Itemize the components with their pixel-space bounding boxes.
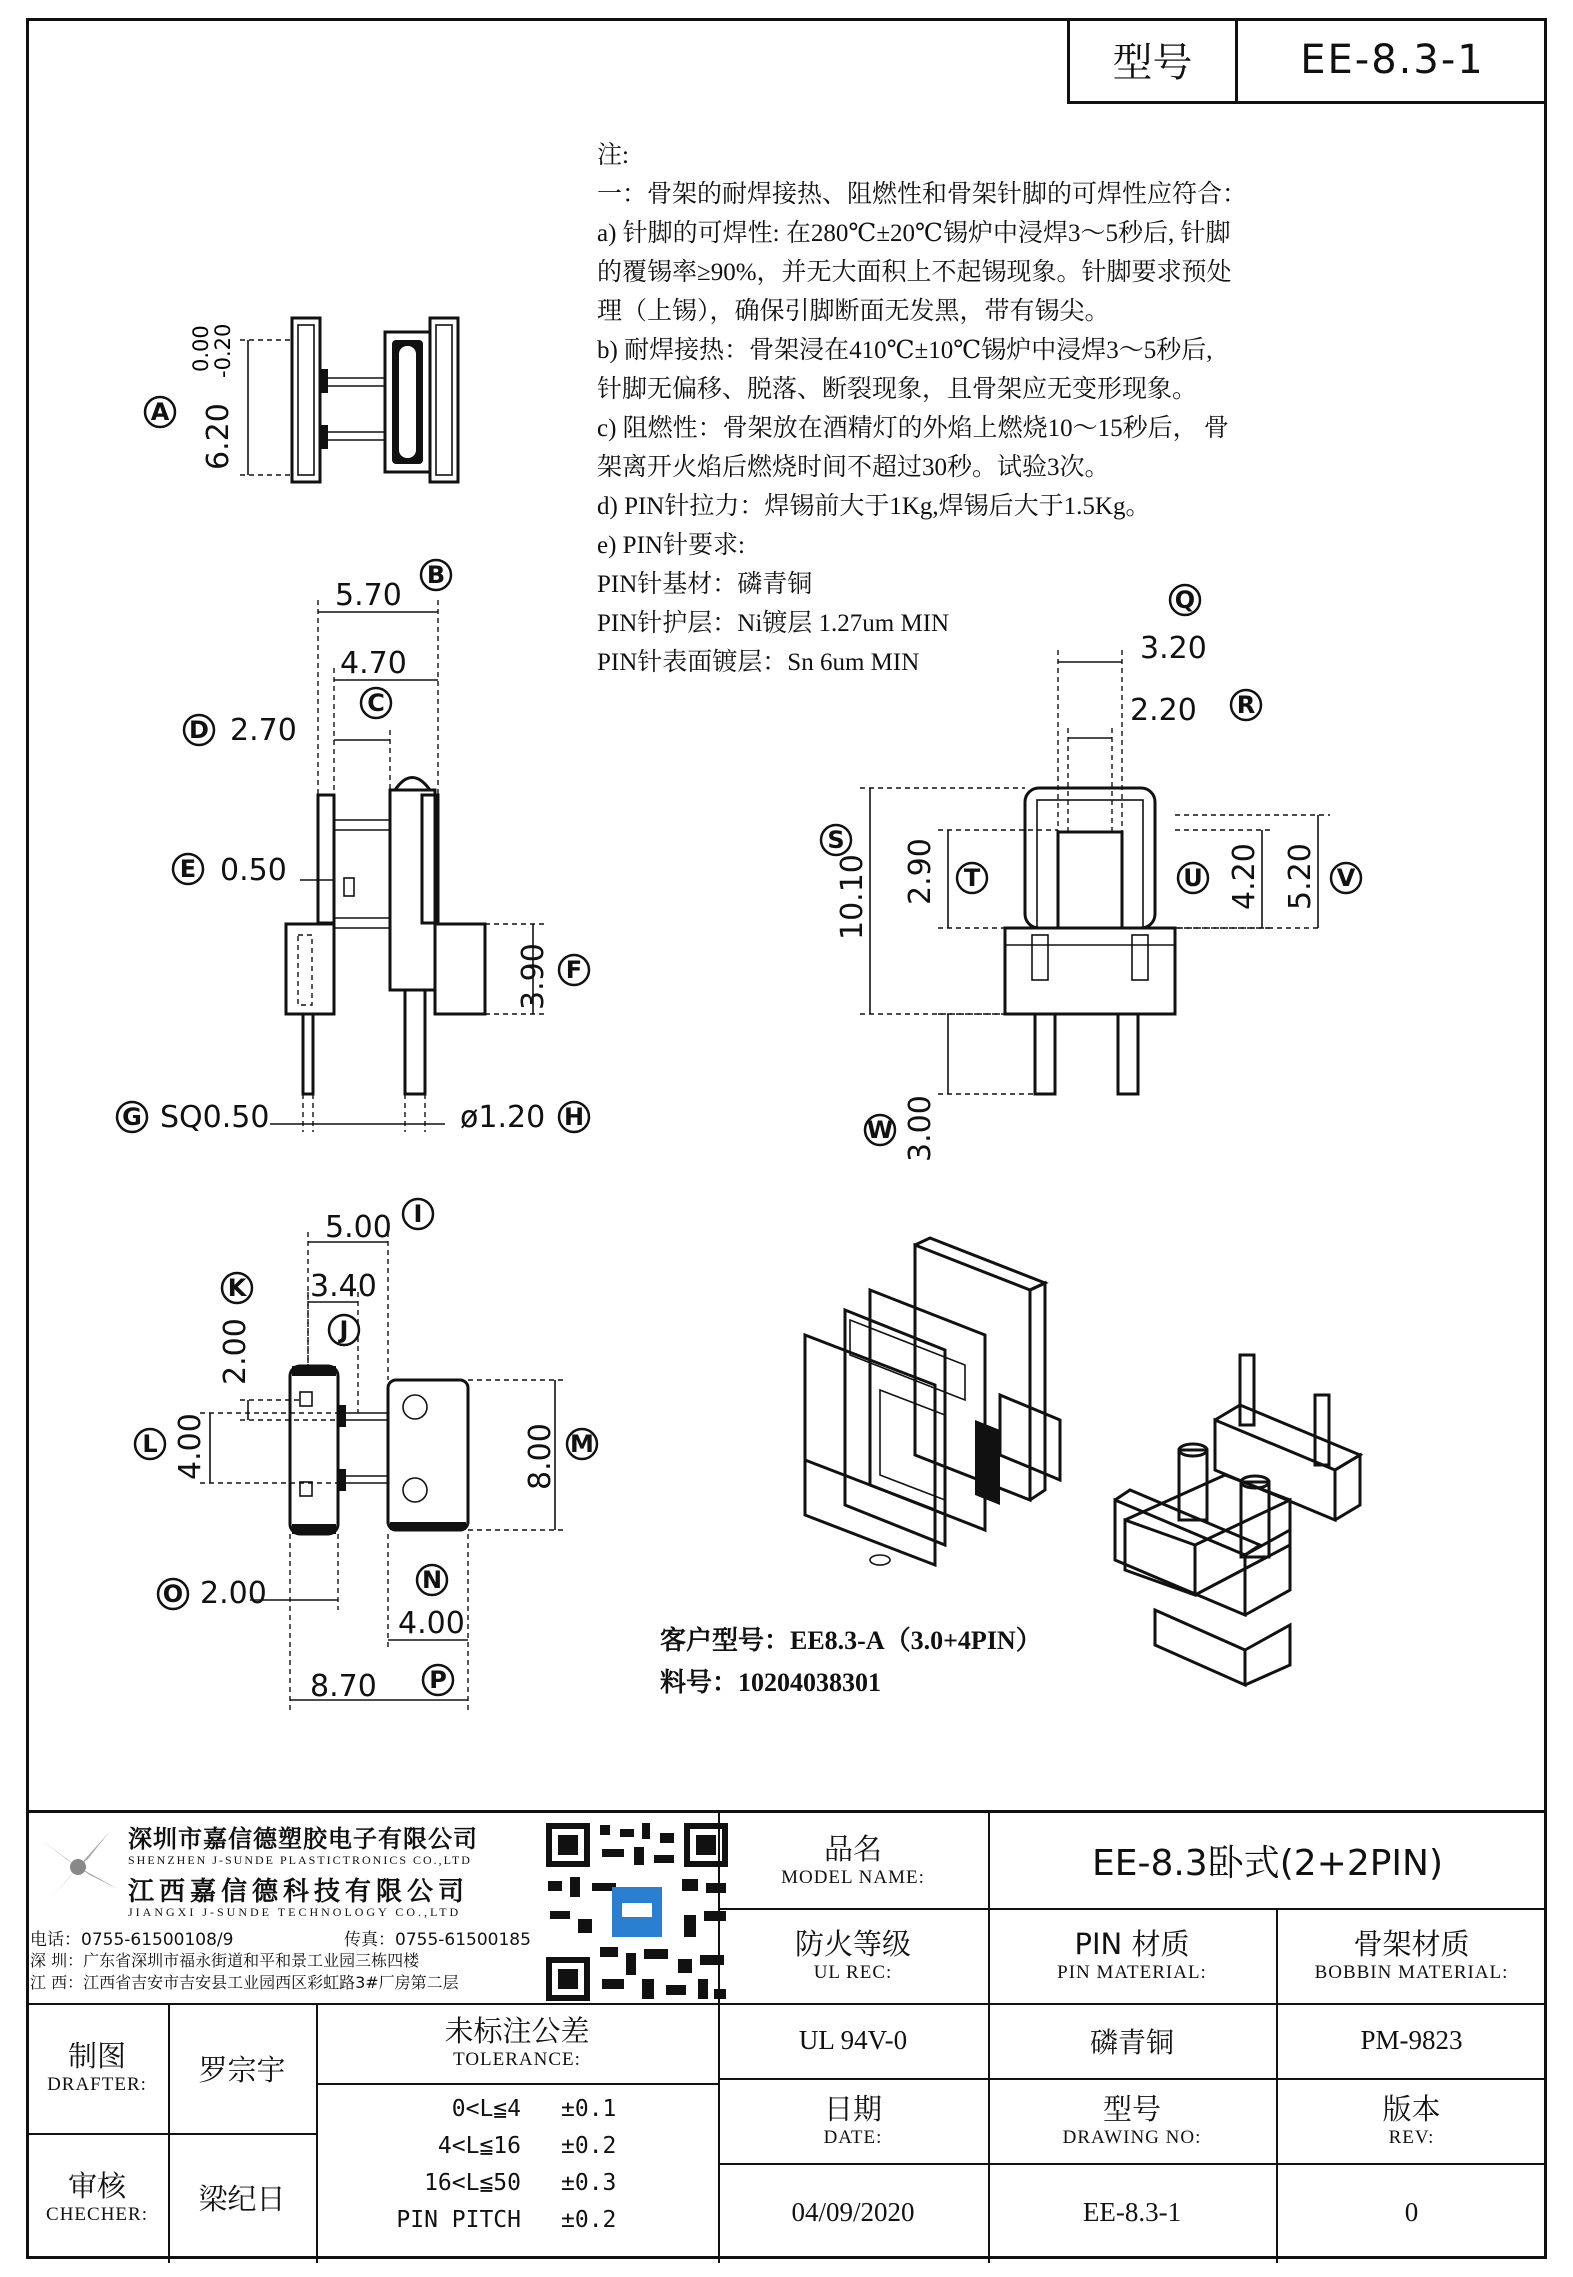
label-b: B: [426, 561, 446, 589]
model-name-header: [718, 1813, 988, 1908]
dim-h-value: ø1.20: [460, 1100, 546, 1135]
note-line: 的覆锡率≥90%，并无大面积上不起锡现象。针脚要求预处: [597, 259, 1232, 286]
label-s: S: [827, 826, 845, 854]
label-h: H: [563, 1103, 585, 1131]
dim-q-value: 3.20: [1140, 631, 1207, 666]
checker-en: CHECHER:: [46, 2203, 148, 2225]
dim-e-value: 0.50: [220, 853, 287, 888]
company-tel: 电话：0755-61500108/9: [30, 1930, 234, 1950]
note-line: PIN针表面镀层：Sn 6um MIN: [597, 649, 920, 676]
rev-value: 0: [1404, 2197, 1419, 2227]
date-header: [718, 2078, 988, 2163]
drawing-no-value: EE-8.3-1: [1082, 2197, 1182, 2227]
company-fax: 传真：0755-61500185: [344, 1930, 531, 1950]
pin-material-cn: PIN 材质: [1074, 1926, 1190, 1961]
dim-u-value: 4.20: [1227, 843, 1262, 910]
label-w: W: [866, 1116, 894, 1144]
qr-code: [542, 1819, 732, 2005]
checker-cn: 审核: [67, 2168, 126, 2203]
dim-f-value: 3.90: [516, 943, 551, 1010]
label-r: R: [1236, 691, 1256, 719]
note-line: b) 耐焊接热：骨架浸在410℃±10℃锡炉中浸焊3～5秒后,: [597, 337, 1213, 364]
drafter-header: [26, 2003, 168, 2133]
note-line: c) 阻燃性：骨架放在酒精灯的外焰上燃烧10～15秒后， 骨: [597, 415, 1229, 442]
view-side: [270, 600, 545, 1132]
tolerance-row: [316, 2165, 718, 2202]
drafter-cn: 制图: [67, 2039, 126, 2073]
tolerance-value: ±0.2: [561, 2207, 617, 2233]
dim-j-value: 3.40: [310, 1269, 377, 1304]
company-name-cn-1: 深圳市嘉信德塑胶电子有限公司: [128, 1825, 478, 1853]
dim-l-value: 4.00: [173, 1413, 208, 1480]
dim-w-value: 3.00: [903, 1095, 938, 1162]
dim-k-value: 2.00: [218, 1318, 253, 1385]
drawing-no-header: [988, 2078, 1276, 2163]
tolerance-range: 4<L≦16: [437, 2133, 521, 2159]
tolerance-cn: 未标注公差: [444, 2014, 590, 2048]
label-g: G: [122, 1103, 142, 1131]
label-q: Q: [1174, 586, 1196, 614]
dim-o-value: 2.00: [200, 1576, 267, 1611]
company-address-jx: 江 西：江西省吉安市吉安县工业园西区彩虹路3#厂房第二层: [30, 1973, 459, 1992]
bobbin-material-en: BOBBIN MATERIAL:: [1314, 1961, 1509, 1983]
note-line: 理（上锡），确保引脚断面无发黑，带有锡尖。: [597, 298, 1110, 325]
dim-v-value: 5.20: [1283, 843, 1318, 910]
dim-r-value: 2.20: [1130, 693, 1197, 728]
note-line: a) 针脚的可焊性: 在280℃±20℃锡炉中浸焊3～5秒后, 针脚: [597, 220, 1231, 247]
drawing-no-cn: 型号: [1102, 2091, 1161, 2126]
label-a: A: [150, 398, 170, 426]
label-k: K: [227, 1274, 247, 1302]
note-line: d) PIN针拉力：焊锡前大于1Kg,焊锡后大于1.5Kg。: [597, 493, 1151, 520]
tolerance-row: [316, 2128, 718, 2165]
tolerance-range: 16<L≦50: [424, 2170, 521, 2196]
view-top-small: [240, 318, 458, 482]
customer-model: 客户型号：EE8.3-A（3.0+4PIN）: [660, 1626, 1042, 1655]
pin-material-value: 磷青铜: [1089, 2025, 1174, 2059]
note-line: PIN针基材：磷青铜: [597, 571, 813, 598]
ul-cn: 防火等级: [794, 1926, 911, 1961]
drafter-en: DRAFTER:: [47, 2074, 147, 2095]
dim-a-value: 6.20: [201, 403, 236, 470]
tolerance-header: [316, 2003, 718, 2083]
drafter-value: 罗宗宇: [198, 2052, 286, 2087]
model-name-cn: 品名: [823, 1831, 882, 1866]
model-name-en: MODEL NAME:: [781, 1866, 925, 1888]
isometric-view-bottom: [1115, 1355, 1360, 1685]
date-en: DATE:: [823, 2126, 883, 2148]
note-line: e) PIN针要求:: [597, 532, 745, 559]
dim-b-value: 5.70: [335, 578, 402, 613]
label-e: E: [179, 855, 197, 883]
drawing-no-en: DRAWING NO:: [1062, 2126, 1202, 2148]
checker-value: 梁纪日: [198, 2182, 286, 2216]
date-cn: 日期: [823, 2091, 882, 2126]
pin-material-en: PIN MATERIAL:: [1057, 1961, 1207, 1983]
label-l: L: [142, 1430, 158, 1458]
bobbin-material-value: PM-9823: [1360, 2025, 1463, 2055]
bobbin-material-cn: 骨架材质: [1353, 1926, 1470, 1961]
bobbin-material-header: [1276, 1908, 1547, 2003]
tolerance-value: ±0.1: [561, 2096, 617, 2122]
note-line: PIN针护层：Ni镀层 1.27um MIN: [597, 610, 950, 637]
label-v: V: [1336, 864, 1356, 892]
dim-a-tol-upper: 0.00: [189, 325, 213, 372]
rev-en: REV:: [1388, 2126, 1435, 2148]
label-n: N: [421, 1566, 443, 1594]
title-block: [26, 1810, 1547, 2259]
ul-en: UL REC:: [813, 1961, 893, 1983]
company-name-cn-2: 江西嘉信德科技有限公司: [128, 1877, 470, 1907]
label-f: F: [565, 956, 583, 984]
dim-d-value: 2.70: [230, 713, 297, 748]
company-name-en-2: JIANGXI J-SUNDE TECHNOLOGY CO.,LTD: [128, 1905, 462, 1919]
company-logo: [30, 1819, 126, 1915]
label-p: P: [429, 1666, 447, 1694]
company-name-en-1: SHENZHEN J-SUNDE PLASTICTRONICS CO.,LTD: [128, 1853, 472, 1867]
customer-info: [660, 1620, 1042, 1704]
checker-header: [26, 2133, 168, 2262]
dim-i-value: 5.00: [325, 1210, 392, 1245]
tolerance-range: 0<L≦4: [451, 2096, 521, 2122]
company-address-sz: 深 圳：广东省深圳市福永街道和平和景工业园三栋四楼: [30, 1951, 420, 1970]
tolerance-row: [316, 2091, 718, 2128]
dim-p-value: 8.70: [310, 1669, 377, 1704]
dim-m-value: 8.00: [523, 1423, 558, 1490]
dim-s-value: 10.10: [835, 854, 870, 940]
isometric-view-top: [805, 1238, 1060, 1565]
ul-value: UL 94V-0: [798, 2025, 908, 2055]
model-name-value: EE-8.3卧式(2+2PIN): [1091, 1843, 1444, 1884]
pin-material-header: [988, 1908, 1276, 2003]
label-c: C: [367, 689, 385, 717]
note-line: 注:: [597, 142, 629, 169]
ul-header: [718, 1908, 988, 2003]
dim-a-tol-lower: -0.20: [211, 323, 235, 378]
dim-n-value: 4.00: [398, 1606, 465, 1641]
date-value: 04/09/2020: [791, 2197, 915, 2227]
view-bottom: [200, 1232, 565, 1710]
note-line: 一：骨架的耐焊接热、阻燃性和骨架针脚的可焊性应符合：: [597, 181, 1248, 208]
note-line: 架离开火焰后燃烧时间不超过30秒。试验3次。: [597, 454, 1110, 481]
label-o: O: [162, 1580, 184, 1608]
label-j: J: [339, 1316, 349, 1344]
tolerance-row: [316, 2202, 718, 2239]
dim-t-value: 2.90: [903, 838, 938, 905]
rev-header: [1276, 2078, 1547, 2163]
dim-g-value: SQ0.50: [160, 1100, 270, 1135]
tolerance-value: ±0.3: [561, 2170, 617, 2196]
part-number: 料号：10204038301: [660, 1668, 882, 1697]
label-d: D: [189, 716, 209, 744]
tolerance-en: TOLERANCE:: [453, 2049, 581, 2070]
label-m: M: [570, 1430, 594, 1458]
note-line: 针脚无偏移、脱落、断裂现象，且骨架应无变形现象。: [597, 376, 1198, 403]
label-t: T: [963, 864, 981, 892]
label-u: U: [1183, 864, 1203, 892]
type-label: 型号: [1070, 18, 1238, 101]
label-i: I: [413, 1200, 423, 1228]
dim-c-value: 4.70: [340, 646, 407, 681]
type-value: EE-8.3-1: [1300, 36, 1485, 83]
tolerance-value: ±0.2: [561, 2133, 617, 2159]
tolerance-table: [316, 2091, 718, 2239]
tolerance-range: PIN PITCH: [396, 2207, 521, 2233]
rev-cn: 版本: [1382, 2091, 1441, 2126]
